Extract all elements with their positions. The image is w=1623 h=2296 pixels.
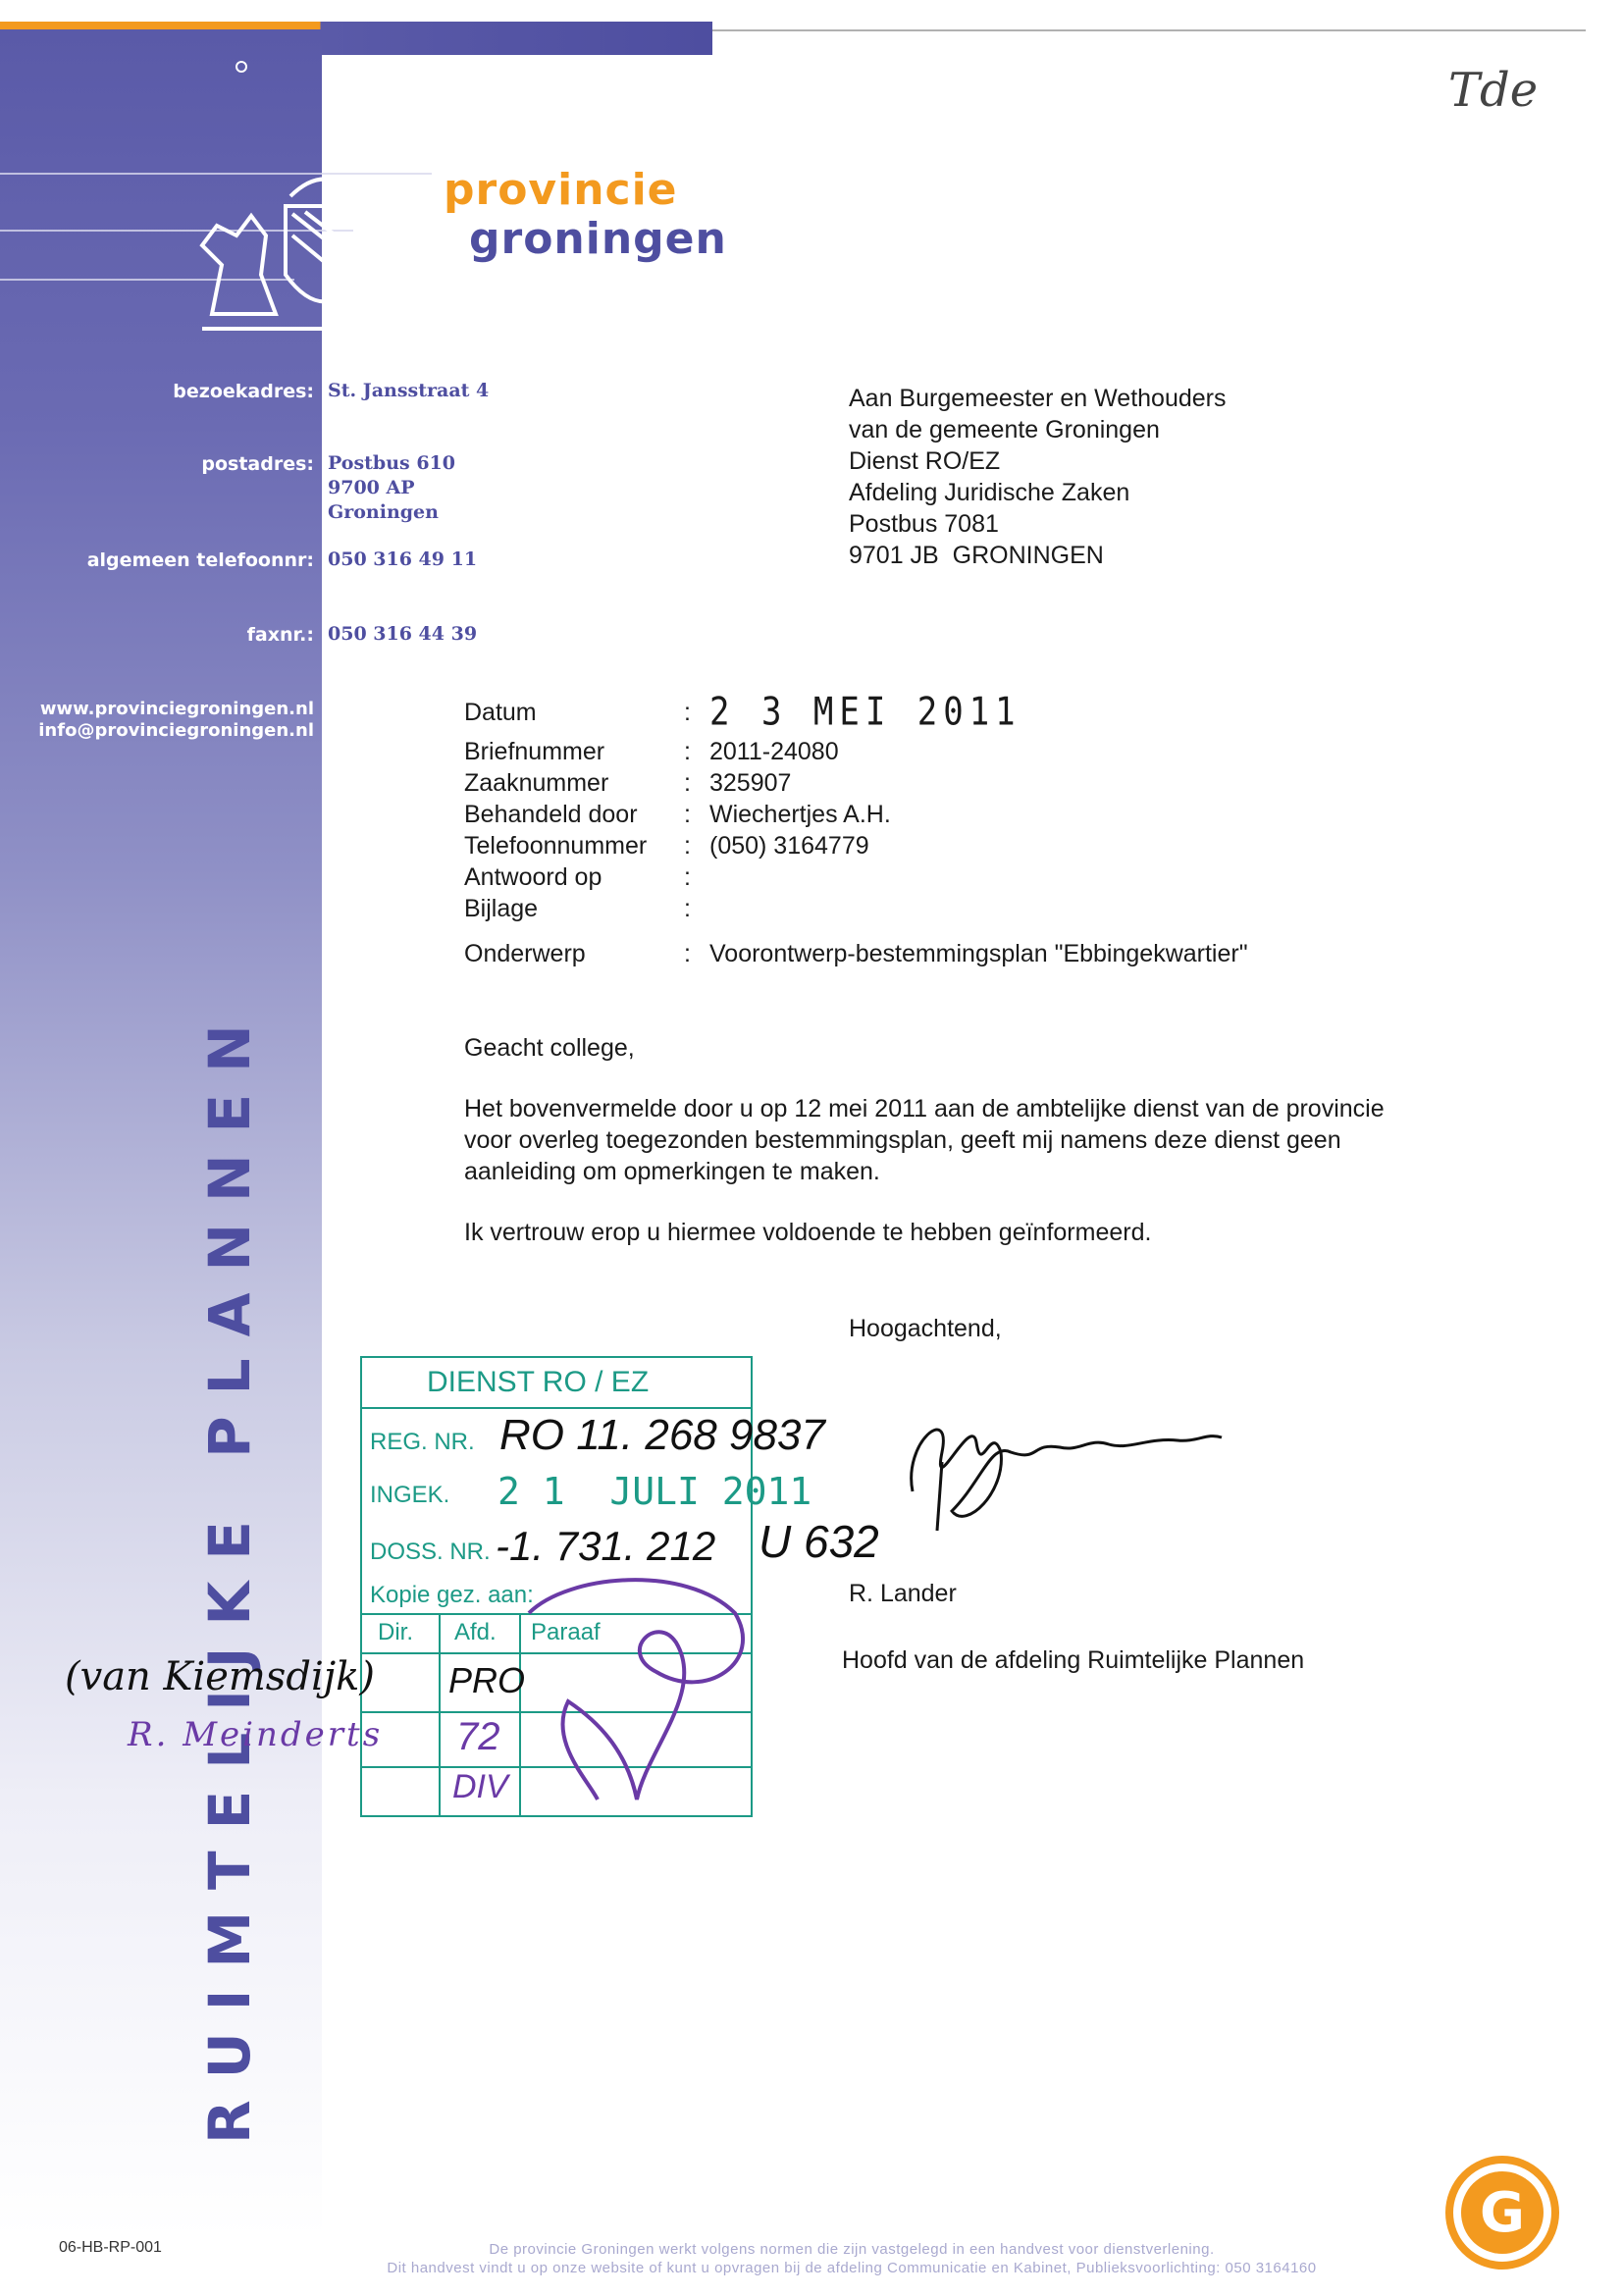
band-dot <box>236 61 247 73</box>
addressee-line: Aan Burgemeester en Wethouders <box>849 385 1227 412</box>
bijlage-value <box>709 895 1248 926</box>
briefnummer-value: 2011-24080 <box>709 738 839 765</box>
coat-of-arms-icon <box>183 167 467 343</box>
postal-line: Postbus 610 <box>328 452 455 474</box>
top-rule <box>712 29 1586 31</box>
footer-line: Dit handvest vindt u op onze website of kunt u opvragen bij de afdeling Communicatie en Kabinet, Publieksvoorlichting: 050 3164160 <box>387 2260 1317 2276</box>
stamp-ingek-value: 2 1 JULI 2011 <box>497 1470 812 1513</box>
stamp-title: DIENST RO / EZ <box>427 1366 650 1398</box>
stamp-doss-label: DOSS. NR. <box>370 1539 491 1565</box>
handwritten-note-left: (van Kiemsdijk) <box>65 1654 375 1699</box>
stamp-col-divider <box>439 1613 441 1815</box>
stamp-col-paraaf: Paraaf <box>531 1619 601 1645</box>
logo-word-groningen: groningen <box>469 214 727 264</box>
onderwerp-value: Voorontwerp-bestemmingsplan "Ebbingekwartier" <box>709 940 1248 967</box>
body-paragraph: Het bovenvermelde door u op 12 mei 2011 aan de ambtelijke dienst van de provincie voor overleg toegezonden bestemmingsplan, geeft mij namens deze dienst geen aanleiding om opmerkingen te maken. <box>464 1095 1385 1185</box>
colon: : <box>684 699 691 726</box>
handwritten-note-left: R. Meinderts <box>128 1715 384 1754</box>
addressee-line: van de gemeente Groningen <box>849 416 1160 444</box>
registration-stamp <box>360 1356 879 1817</box>
postal-address-label: postadres: <box>201 453 314 475</box>
fax-label: faxnr.: <box>246 624 314 646</box>
signer-name: R. Lander <box>849 1580 957 1607</box>
stamp-row-afd: DIV <box>452 1768 508 1805</box>
footer-line: De provincie Groningen werkt volgens normen die zijn vastgelegd in een handvest voor dienstverlening. <box>489 2241 1215 2258</box>
stamp-kopie-label: Kopie gez. aan: <box>370 1582 534 1608</box>
stamp-row-afd: 72 <box>456 1715 500 1758</box>
handwritten-note-top: Tde <box>1448 63 1539 118</box>
telefoon-label: Telefoonnummer <box>464 832 648 860</box>
document-code: 06-HB-RP-001 <box>59 2239 162 2256</box>
zaaknummer-value: 325907 <box>709 769 792 797</box>
body-paragraph: Ik vertrouw erop u hiermee voldoende te hebben geïnformeerd. <box>464 1219 1152 1246</box>
colon: : <box>684 832 691 860</box>
bijlage-label: Bijlage <box>464 895 539 922</box>
visit-address-label: bezoekadres: <box>173 381 314 402</box>
website-link[interactable]: www.provinciegroningen.nl <box>39 699 314 719</box>
stamp-ingek-label: INGEK. <box>370 1482 450 1508</box>
reference-table <box>464 690 1248 971</box>
colon: : <box>684 738 691 765</box>
zaaknummer-label: Zaaknummer <box>464 769 609 797</box>
stamp-reg-value: RO 11. 268 9837 <box>499 1411 825 1459</box>
addressee-line: 9701 JB GRONINGEN <box>849 542 1104 569</box>
signer-title: Hoofd van de afdeling Ruimtelijke Plannen <box>842 1646 1305 1674</box>
postal-address-value <box>328 451 455 525</box>
g-logo-letter: G <box>1480 2181 1525 2245</box>
colon: : <box>684 863 691 891</box>
datum-label: Datum <box>464 699 537 726</box>
colon: : <box>684 801 691 828</box>
colon: : <box>684 769 691 797</box>
onderwerp-label: Onderwerp <box>464 940 586 967</box>
email-link[interactable]: info@provinciegroningen.nl <box>38 720 314 741</box>
fax-value: 050 316 44 39 <box>328 623 478 645</box>
addressee-line: Postbus 7081 <box>849 510 999 538</box>
addressee-line: Afdeling Juridische Zaken <box>849 479 1130 506</box>
stamp-col-afd: Afd. <box>454 1619 497 1645</box>
briefnummer-label: Briefnummer <box>464 738 605 765</box>
behandeld-label: Behandeld door <box>464 801 638 828</box>
colon: : <box>684 895 691 922</box>
telefoon-value: (050) 3164779 <box>709 832 869 860</box>
postal-line: Groningen <box>328 501 439 523</box>
stamp-row-afd: PRO <box>448 1660 526 1700</box>
visit-address-value: St. Jansstraat 4 <box>328 380 490 401</box>
closing: Hoogachtend, <box>849 1315 1002 1342</box>
stamp-col-dir: Dir. <box>378 1619 413 1645</box>
phone-value: 050 316 49 11 <box>328 548 478 570</box>
postal-line: 9700 AP <box>328 477 415 498</box>
paraaf-scribble <box>509 1554 764 1819</box>
stamp-reg-label: REG. NR. <box>370 1429 475 1455</box>
signature-image <box>883 1383 1227 1540</box>
date-stamp: 2 3 MEI 2011 <box>709 690 1021 735</box>
stamp-doss-extra: U 632 <box>759 1516 879 1567</box>
department-vertical-title: RUIMTELIJKE PLANNEN <box>196 1003 263 2144</box>
colon: : <box>684 940 691 967</box>
stamp-doss-value: -1. 731. 212 <box>496 1523 716 1569</box>
logo-word-provincie: provincie <box>444 165 678 215</box>
salutation: Geacht college, <box>464 1034 635 1062</box>
stamp-rule <box>362 1407 751 1409</box>
phone-label: algemeen telefoonnr: <box>86 549 314 571</box>
letterhead-band <box>0 29 322 2237</box>
groningen-g-logo-icon <box>1444 2155 1560 2270</box>
antwoord-label: Antwoord op <box>464 863 602 891</box>
ref-row-datum <box>464 699 1248 738</box>
letter-body <box>464 1032 1426 1278</box>
antwoord-value <box>709 863 1248 895</box>
behandeld-value: Wiechertjes A.H. <box>709 801 891 828</box>
addressee-line: Dienst RO/EZ <box>849 447 1001 475</box>
addressee-block <box>849 383 1227 571</box>
